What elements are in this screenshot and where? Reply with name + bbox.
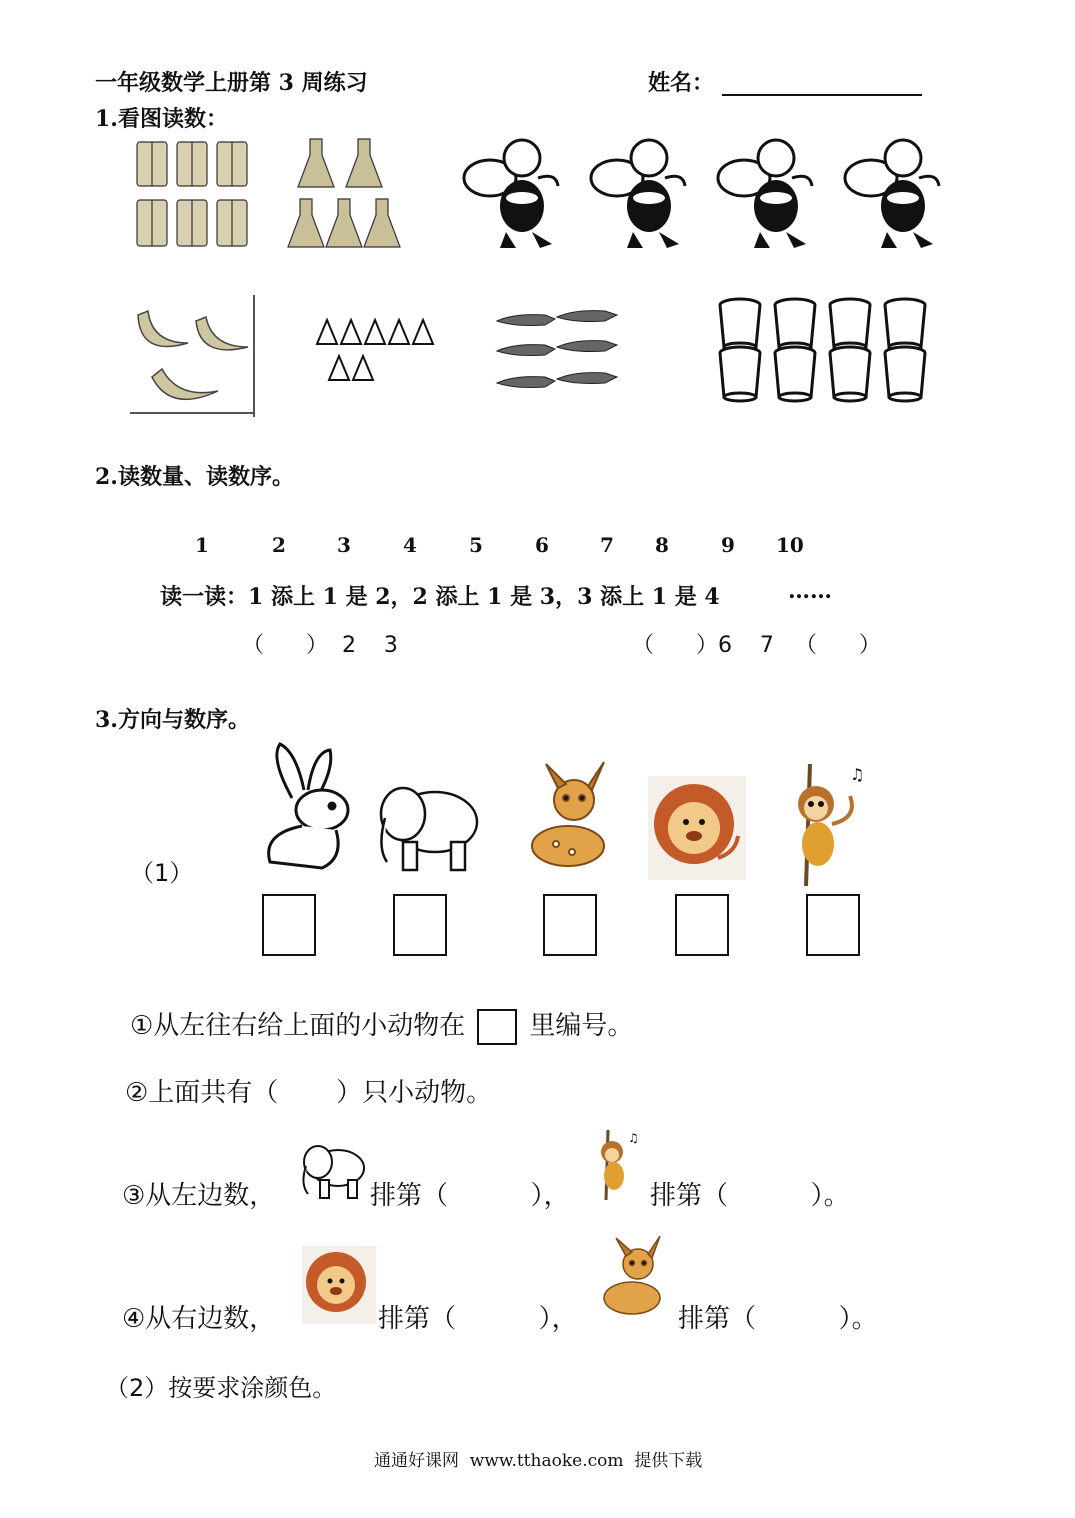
deer-icon <box>512 758 612 880</box>
elephant-icon <box>373 778 485 876</box>
skirt-icon <box>346 139 382 187</box>
triangle-icon <box>341 320 361 344</box>
number-box-lion[interactable] <box>675 894 729 956</box>
name-blank[interactable] <box>722 70 922 96</box>
triangle-icon <box>317 320 337 344</box>
skirt-icon <box>326 199 362 247</box>
fill-blank-a[interactable]: （ ） 2 3 <box>242 633 398 658</box>
question-4-text-a: ④从右边数， <box>122 1304 276 1334</box>
clothes-icon <box>177 200 207 246</box>
number-4: 4 <box>403 533 417 557</box>
bucket-icon <box>720 299 760 401</box>
question-3-text-b: 排第（ ）， <box>370 1181 570 1211</box>
deer-icon-small <box>592 1234 668 1324</box>
carrot-icon <box>557 311 617 322</box>
banana-group <box>130 295 260 420</box>
fill-blank-b[interactable]: （ ）6 7 （ ） <box>632 633 881 658</box>
banana-icon <box>138 311 188 347</box>
svg-text:♫: ♫ <box>628 1131 639 1145</box>
question-4-text-c: 排第（ ）。 <box>678 1304 878 1334</box>
triangle-group <box>315 318 440 388</box>
carrot-group <box>495 305 625 400</box>
carrot-icon <box>497 377 555 388</box>
question-3-text-a: ③从左边数， <box>122 1181 276 1211</box>
triangle-icon <box>413 320 433 344</box>
number-1: 1 <box>195 533 209 557</box>
elephant-icon-small <box>298 1140 368 1200</box>
number-5: 5 <box>469 533 483 557</box>
rabbit-icon <box>252 738 357 878</box>
banana-icon <box>152 369 218 399</box>
question-1 <box>130 1005 633 1045</box>
lion-icon <box>648 776 746 880</box>
carrot-icon <box>557 341 617 352</box>
question-3-text-c: 排第（ ）。 <box>650 1181 850 1211</box>
skirt-icon <box>298 139 334 187</box>
question-1-text-a: ①从左往右给上面的小动物在 <box>130 1011 466 1041</box>
section3-title: 3.方向与数序。 <box>95 707 250 733</box>
footer-text: 通通好课网 www.tthaoke.com 提供下载 <box>374 1451 703 1471</box>
clothes-icon <box>177 142 207 186</box>
triangle-icon <box>365 320 385 344</box>
part2-label: （2）按要求涂颜色。 <box>105 1374 337 1402</box>
read-ellipsis: …… <box>788 578 832 604</box>
page-title: 一年级数学上册第 3 周练习 <box>95 70 368 96</box>
sample-box <box>477 1009 517 1045</box>
number-box-deer[interactable] <box>543 894 597 956</box>
lion-icon-small <box>302 1246 376 1324</box>
number-9: 9 <box>721 533 735 557</box>
section1-title: 1.看图读数： <box>95 106 228 132</box>
number-8: 8 <box>655 533 669 557</box>
carrot-icon <box>497 345 555 356</box>
section2-title: 2.读数量、读数序。 <box>95 464 294 490</box>
skirt-group <box>288 135 403 255</box>
monkey-icon <box>776 764 868 886</box>
number-2: 2 <box>272 533 286 557</box>
number-7: 7 <box>600 533 614 557</box>
question-2: ②上面共有（ ）只小动物。 <box>125 1078 493 1108</box>
clothes-icon <box>137 200 167 246</box>
skirt-icon <box>288 199 324 247</box>
number-10: 10 <box>776 533 804 557</box>
bee-group <box>460 128 950 253</box>
bucket-group <box>715 295 930 407</box>
number-3: 3 <box>337 533 351 557</box>
read-line: 读一读：1 添上 1 是 2，2 添上 1 是 3，3 添上 1 是 4 <box>160 584 720 610</box>
number-6: 6 <box>535 533 549 557</box>
carrot-icon <box>557 373 617 384</box>
triangle-icon <box>329 356 349 380</box>
bee-icon <box>464 140 558 248</box>
banana-icon <box>196 317 248 350</box>
triangle-icon <box>389 320 409 344</box>
name-label: 姓名： <box>648 70 715 96</box>
svg-text:♫: ♫ <box>850 765 865 784</box>
number-box-rabbit[interactable] <box>262 894 316 956</box>
skirt-icon <box>364 199 400 247</box>
clothes-icon <box>137 142 167 186</box>
clothes-group <box>135 138 255 253</box>
monkey-icon-small <box>586 1130 646 1200</box>
triangle-icon <box>353 356 373 380</box>
clothes-icon <box>217 142 247 186</box>
clothes-icon <box>217 200 247 246</box>
carrot-icon <box>497 315 555 326</box>
part1-label: （1） <box>130 859 194 887</box>
number-box-elephant[interactable] <box>393 894 447 956</box>
question-1-text-b: 里编号。 <box>529 1011 634 1041</box>
question-4-text-b: 排第（ ）， <box>378 1304 578 1334</box>
number-box-monkey[interactable] <box>806 894 860 956</box>
